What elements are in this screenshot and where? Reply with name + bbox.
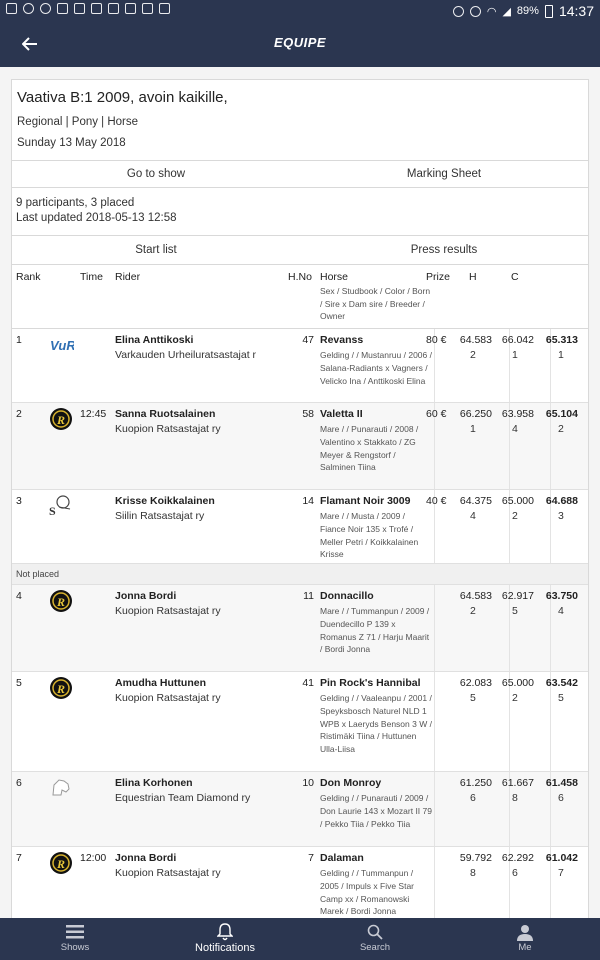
gallery-icon: [125, 3, 136, 14]
judge-c-score: 62.917: [501, 590, 534, 602]
judge-h-rank: 6: [470, 792, 476, 804]
judge-h-rank: 1: [470, 423, 476, 435]
search-icon: [367, 924, 383, 940]
system-status: [453, 3, 594, 19]
svg-text:R: R: [57, 595, 66, 609]
club-logo-icon: [48, 588, 74, 614]
table-header: [12, 264, 588, 329]
column-divider: [434, 772, 435, 846]
link-row: [12, 160, 588, 187]
rank: 7: [16, 852, 22, 864]
result-row[interactable]: [12, 672, 588, 772]
instagram-icon: [91, 3, 102, 14]
judge-h-score: 64.375: [459, 495, 492, 507]
bottom-navigation: [0, 918, 600, 960]
horse-number: 11: [303, 590, 314, 602]
judge-h-score: 64.583: [459, 334, 492, 346]
battery-level: 89%: [516, 5, 539, 17]
judge-h-rank: 2: [470, 605, 476, 617]
judge-c-rank: 2: [512, 510, 518, 522]
club-logo-icon: [48, 675, 74, 701]
svg-text:VuR: VuR: [50, 338, 74, 353]
instagram-icon: [108, 3, 119, 14]
club-logo-icon: [48, 850, 74, 876]
participants-count: 9 participants, 3 placed: [16, 197, 135, 209]
club-name: Kuopion Ratsastajat ry: [115, 605, 221, 617]
class-date: Sunday 13 May 2018: [17, 137, 126, 149]
col-rank: Rank: [16, 271, 41, 283]
judge-c-rank: 1: [512, 349, 518, 361]
app-icon: [40, 3, 51, 14]
app-bar: [0, 22, 600, 67]
horse-details: Mare / / Musta / 2009 / Fiance Noir 135 x Trofé / Meller Petri / Koikkalainen Krisse: [320, 511, 419, 560]
vibrate-icon: [470, 6, 481, 17]
horse-details: Gelding / / Punarauti / 2009 / Don Laurie 143 x Mozart II 79 / Pekko Tiia / Pekko Tiia: [320, 793, 432, 829]
tab-press-results[interactable]: Press results: [410, 244, 478, 256]
app-icon: [23, 3, 34, 14]
result-row[interactable]: [12, 329, 588, 403]
result-rank: 1: [558, 349, 564, 361]
rider-name[interactable]: Jonna Bordi: [115, 590, 177, 602]
status-bar: [0, 0, 600, 22]
horse-number: 7: [308, 852, 314, 864]
nav-me-label: Me: [518, 942, 532, 953]
result-score: 61.042: [545, 852, 578, 864]
result-row[interactable]: [12, 403, 588, 490]
judge-h-score: 66.250: [459, 408, 492, 420]
club-logo-icon: [48, 406, 74, 432]
nav-search-label: Search: [359, 942, 391, 953]
rider-name[interactable]: Elina Anttikoski: [115, 334, 194, 346]
horse-name[interactable]: Pin Rock's Hannibal: [320, 677, 421, 689]
col-horse-detail: Sex / Studbook / Color / Born / Sire x Dam sire / Breeder / Owner: [320, 286, 431, 321]
result-rank: 7: [558, 867, 564, 879]
rank: 6: [16, 777, 22, 789]
placed-results: [12, 329, 588, 564]
judge-h-rank: 8: [470, 867, 476, 879]
horse-number: 58: [302, 408, 314, 420]
col-hno: H.No: [288, 271, 312, 283]
bell-icon: [217, 923, 233, 941]
col-rider: Rider: [115, 271, 141, 283]
judge-c-rank: 6: [512, 867, 518, 879]
prize: 80 €: [426, 334, 447, 346]
result-rank: 6: [558, 792, 564, 804]
not-placed-results: [12, 585, 588, 918]
youtube-icon: [74, 3, 85, 14]
prize: 40 €: [426, 495, 447, 507]
person-icon: [517, 924, 533, 941]
horse-number: 47: [302, 334, 314, 346]
svg-text:R: R: [57, 857, 66, 871]
result-score: 65.104: [545, 408, 578, 420]
result-score: 63.750: [545, 590, 578, 602]
club-name: Kuopion Ratsastajat ry: [115, 423, 221, 435]
horse-name[interactable]: Donnacillo: [320, 590, 374, 602]
judge-h-rank: 2: [470, 349, 476, 361]
judge-h-score: 64.583: [459, 590, 492, 602]
column-divider: [434, 847, 435, 918]
result-row[interactable]: [12, 490, 588, 564]
club-logo-icon: [48, 332, 74, 358]
judge-h-score: 59.792: [459, 852, 492, 864]
judge-c-rank: 4: [512, 423, 518, 435]
judge-c-score: 65.000: [501, 495, 534, 507]
play-store-icon: [142, 3, 153, 14]
rank: 2: [16, 408, 22, 420]
rank: 1: [16, 334, 22, 346]
club-name: Varkauden Urheiluratsastajat r: [115, 349, 257, 361]
rank: 4: [16, 590, 22, 602]
horse-details: Gelding / / Mustanruu / 2006 / Salana-Radiants x Vagners / Velicko Ina / Anttikoski Elina: [320, 350, 432, 386]
last-updated: Last updated 2018-05-13 12:58: [16, 212, 177, 224]
nav-search[interactable]: [300, 918, 450, 960]
horse-name[interactable]: Dalaman: [320, 852, 364, 864]
class-categories: Regional | Pony | Horse: [17, 116, 139, 128]
horse-details: Gelding / / Tummanpun / 2005 / Impuls x Five Star Camp xx / Romanowski Marek / Bordi Jonna: [320, 868, 415, 917]
result-score: 64.688: [545, 495, 578, 507]
judge-c-score: 63.958: [501, 408, 534, 420]
horse-name[interactable]: Revanss: [320, 334, 364, 346]
instagram-icon: [6, 3, 17, 14]
rider-name[interactable]: Elina Korhonen: [115, 777, 193, 789]
judge-h-score: 62.083: [459, 677, 492, 689]
horse-details: Gelding / / Vaaleanpu / 2001 / Speyksbosch Naturel NLD 1 WPB x Laeryds Benson 3 W / Ristimäki Tiina / Huttunen Ulla-Liisa: [320, 693, 432, 755]
col-horse: Horse: [320, 271, 349, 283]
horse-name[interactable]: Flamant Noir 3009: [320, 495, 411, 507]
result-score: 63.542: [545, 677, 578, 689]
rider-name[interactable]: Amudha Huttunen: [115, 677, 206, 689]
signal-icon: ◢: [502, 5, 511, 18]
result-row[interactable]: [12, 585, 588, 672]
result-row[interactable]: [12, 772, 588, 847]
judge-c-rank: 2: [512, 692, 518, 704]
clock: 14:37: [558, 3, 594, 19]
horse-name[interactable]: Valetta II: [320, 408, 363, 420]
class-results-card: [11, 79, 589, 918]
start-time: 12:45: [80, 408, 107, 420]
class-title: Vaativa B:1 2009, avoin kaikille,: [17, 89, 228, 106]
alarm-icon: [453, 6, 464, 17]
nav-notifications-label: Notifications: [195, 942, 255, 954]
judge-c-score: 65.000: [501, 677, 534, 689]
judge-h-rank: 5: [470, 692, 476, 704]
tab-start-list[interactable]: Start list: [135, 244, 177, 256]
marking-sheet-link[interactable]: Marking Sheet: [406, 168, 482, 180]
horse-number: 14: [302, 495, 314, 507]
club-name: Kuopion Ratsastajat ry: [115, 692, 221, 704]
judge-c-rank: 8: [512, 792, 518, 804]
judge-c-score: 62.292: [501, 852, 534, 864]
class-header: [12, 80, 588, 160]
result-row[interactable]: [12, 847, 588, 918]
result-rank: 4: [558, 605, 564, 617]
svg-text:R: R: [57, 413, 66, 427]
menu-icon: [66, 925, 84, 939]
judge-c-rank: 5: [512, 605, 518, 617]
judge-h-rank: 4: [470, 510, 476, 522]
judge-c-score: 66.042: [501, 334, 534, 346]
rank: 5: [16, 677, 22, 689]
rider-name[interactable]: Krisse Koikkalainen: [115, 495, 215, 507]
wifi-icon: ◠: [486, 5, 497, 18]
results-page: [0, 67, 600, 918]
nav-shows-label: Shows: [60, 942, 90, 953]
equipe-logo: EQUIPE: [273, 35, 327, 50]
prize: 60 €: [426, 408, 447, 420]
col-time: Time: [80, 271, 103, 283]
result-score: 61.458: [545, 777, 578, 789]
col-judge-h: H: [469, 271, 477, 283]
judge-h-score: 61.250: [459, 777, 492, 789]
notification-icons: [6, 3, 170, 14]
rank: 3: [16, 495, 22, 507]
result-score: 65.313: [545, 334, 578, 346]
horse-number: 41: [302, 677, 314, 689]
result-rank: 5: [558, 692, 564, 704]
column-divider: [434, 585, 435, 671]
club-logo-icon: [48, 775, 74, 801]
go-to-show-link[interactable]: Go to show: [126, 168, 186, 180]
class-info: [12, 187, 588, 235]
horse-number: 10: [302, 777, 314, 789]
club-name: Siilin Ratsastajat ry: [115, 510, 205, 522]
club-name: Equestrian Team Diamond ry: [115, 792, 251, 804]
nav-me[interactable]: [450, 918, 600, 960]
start-time: 12:00: [80, 852, 107, 864]
nav-shows[interactable]: [0, 918, 150, 960]
svg-text:R: R: [57, 682, 66, 696]
result-rank: 3: [558, 510, 564, 522]
check-icon: [57, 3, 68, 14]
column-divider: [434, 672, 435, 771]
not-placed-divider: Not placed: [12, 564, 588, 585]
club-logo-icon: [48, 493, 74, 519]
horse-details: Mare / / Tummanpun / 2009 / Duendecillo P 139 x Romanus Z 71 / Harju Maarit / Bordi Jonna: [320, 606, 430, 655]
col-judge-c: C: [511, 271, 519, 283]
judge-c-score: 61.667: [501, 777, 534, 789]
col-prize: Prize: [426, 271, 450, 283]
battery-icon: [545, 5, 553, 18]
tab-row: [12, 235, 588, 264]
rider-name[interactable]: Sanna Ruotsalainen: [115, 408, 216, 420]
result-rank: 2: [558, 423, 564, 435]
horse-details: Mare / / Punarauti / 2008 / Valentino x Stakkato / ZG Meyer & Rengstorf / Salminen Tiina: [320, 424, 419, 473]
rider-name[interactable]: Jonna Bordi: [115, 852, 177, 864]
gallery-icon: [159, 3, 170, 14]
svg-text:S: S: [49, 504, 56, 518]
club-name: Kuopion Ratsastajat ry: [115, 867, 221, 879]
horse-name[interactable]: Don Monroy: [320, 777, 382, 789]
nav-notifications[interactable]: [150, 918, 300, 960]
